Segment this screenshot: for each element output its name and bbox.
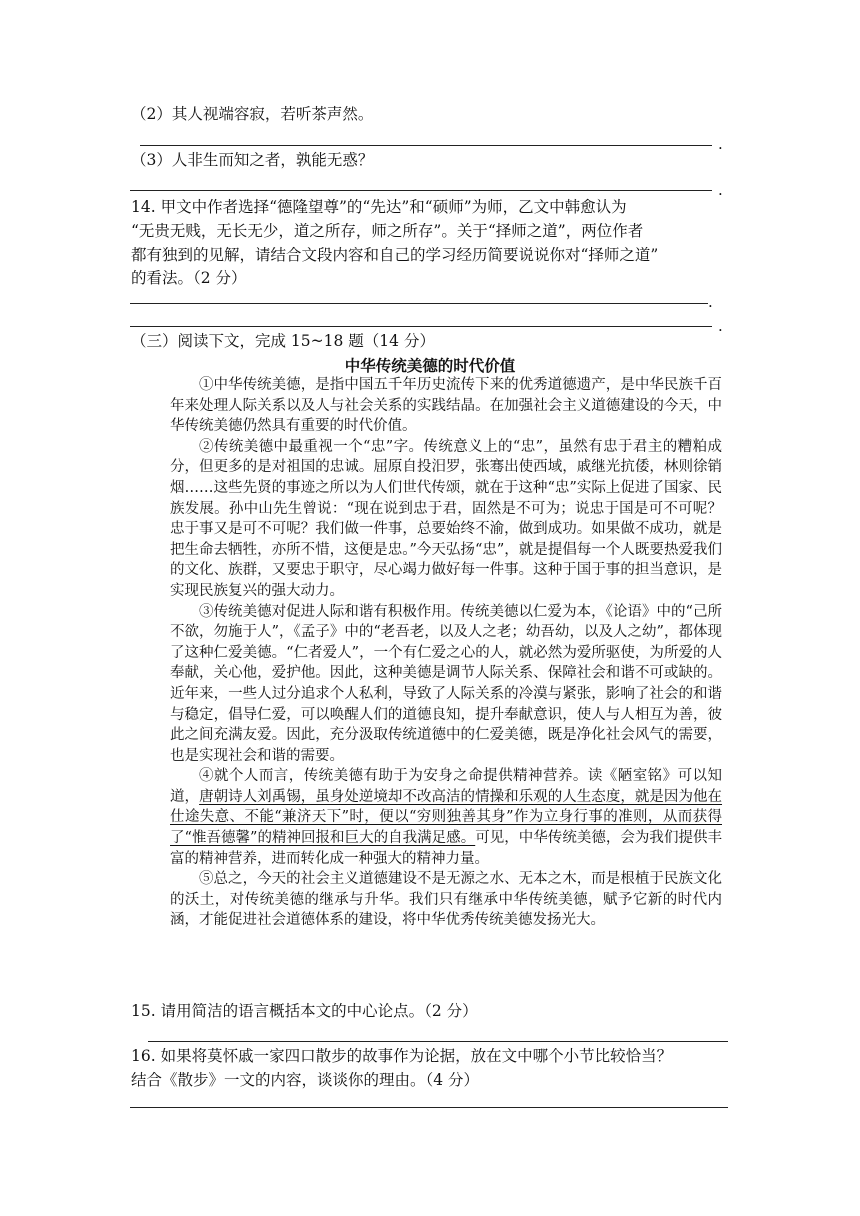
section-3-heading: （三）阅读下文，完成 15~18 题（14 分） bbox=[131, 332, 435, 350]
essay-paragraph-5: ⑤总之，今天的社会主义道德建设不是无源之水、无本之木，而是根植于民族文化的沃土，对传统美德的继承与升华。我们只有继承中华传统美德，赋予它新的时代内涵，才能促进社会道德体系的建设，将中华优秀传统美德发扬光大。 bbox=[170, 871, 722, 929]
essay-paragraph-3: ③传统美德对促进人际和谐有积极作用。传统美德以仁爱为本，《论语》中的“己所不欲，勿施于人”，《孟子》中的“老吾老，以及人之老；幼吾幼，以及人之幼”，都体现了这种仁爱美德。“仁者爱人”，一个有仁爱之心的人，就必然为爱所驱使，为所爱的人奉献，关心他，爱护他。因此，这种美德是调节人际关系、保障社会和谐不可或缺的。近年来，一些人过分追求个人私利，导致了人际关系的冷漠与紧张，影响了社会的和谐与稳定，倡导仁爱，可以唤醒人们的道德良知，提升奉献意识，使人与人相互为善，彼此之间充满友爱。因此，充分汲取传统道德中的仁爱美德，既是净化社会风气的需要，也是实现社会和谐的需要。 bbox=[170, 603, 722, 764]
q14-line-4: 的看法。（2 分） bbox=[131, 269, 247, 287]
line-end-period: . bbox=[708, 293, 713, 311]
q14-line-3: 都有独到的见解，请结合文段内容和自己的学习经历简要说说你对“择师之道” bbox=[131, 246, 659, 264]
answer-line bbox=[148, 1041, 728, 1042]
essay-paragraph-4 bbox=[170, 766, 722, 869]
essay-paragraph-1: ①中华传统美德，是指中国五千年历史流传下来的优秀道德遗产，是中华民族千百年来处理人际关系以及人与社会关系的实践结晶。在加强社会主义道德建设的今天，中华传统美德仍然具有重要的时代价值。 bbox=[170, 377, 722, 435]
p4-lead: ④就个人而言，传统美德有助于为安身之命提供精神营养。读《陋室铭》可以知道， bbox=[170, 768, 722, 805]
essay-body bbox=[170, 375, 722, 931]
p4-conclusion: 可见，中华传统美德，会为我们提供丰富的精神营养，进而转化成一种强大的精神力量。 bbox=[170, 830, 723, 867]
q14-line-2: “无贵无贱，无长无少，道之所存，师之所存”。关于“择师之道”，两位作者 bbox=[131, 222, 644, 240]
p4-underlined-passage: 唐朝诗人刘禹锡，虽身处逆境却不改高洁的情操和乐观的人生态度，就是因为他在仕途失意、不能“兼济天下”时，便以“穷则独善其身”作为立身行事的准则，从而获得了“惟吾德馨”的精神回报和巨大的自我满足感。 bbox=[170, 788, 723, 847]
answer-line bbox=[140, 145, 712, 146]
q13-item-2: （2）其人视端容寂，若听茶声然。 bbox=[131, 105, 374, 123]
q16-line-2: 结合《散步》一文的内容，谈谈你的理由。（4 分） bbox=[131, 1071, 480, 1089]
q14-line-1: 14. 甲文中作者选择“德隆望尊”的“先达”和“硕师”为师，乙文中韩愈认为 bbox=[131, 198, 627, 216]
line-end-period: . bbox=[718, 317, 723, 335]
answer-line bbox=[130, 326, 712, 327]
essay-paragraph-2: ②传统美德中最重视一个“忠”字。传统意义上的“忠”，虽然有忠于君主的糟粕成分，但更多的是对祖国的忠诚。屈原自投汨罗，张骞出使西域，戚继光抗倭，林则徐销烟……这些先贤的事迹之所以为人们世代传颂，就在于这种“忠”实际上促进了国家、民族发展。孙中山先生曾说：“现在说到忠于君，固然是不可为；说忠于国是可不可呢？忠于事又是可不可呢？我们做一件事，总要始终不渝，做到成功。如果做不成功，就是把生命去牺牲，亦所不惜，这便是忠。”今天弘扬“忠”，就是提倡每一个人既要热爱我们的文化、族群，又要忠于职守，尽心竭力做好每一件事。这种于国于事的担当意识，是实现民族复兴的强大动力。 bbox=[170, 438, 722, 599]
q15-prompt: 15. 请用简洁的语言概括本文的中心论点。（2 分） bbox=[131, 1002, 478, 1020]
answer-line bbox=[130, 190, 712, 191]
q16-line-1: 16. 如果将莫怀戚一家四口散步的故事作为论据，放在文中哪个小节比较恰当？ bbox=[131, 1047, 673, 1065]
answer-line bbox=[130, 303, 708, 304]
q13-item-3: （3）人非生而知之者，孰能无惑？ bbox=[131, 151, 374, 169]
answer-line bbox=[130, 1107, 728, 1108]
line-end-period: . bbox=[718, 181, 723, 199]
line-end-period: . bbox=[718, 135, 723, 153]
essay-title: 中华传统美德的时代价值 bbox=[344, 357, 516, 375]
